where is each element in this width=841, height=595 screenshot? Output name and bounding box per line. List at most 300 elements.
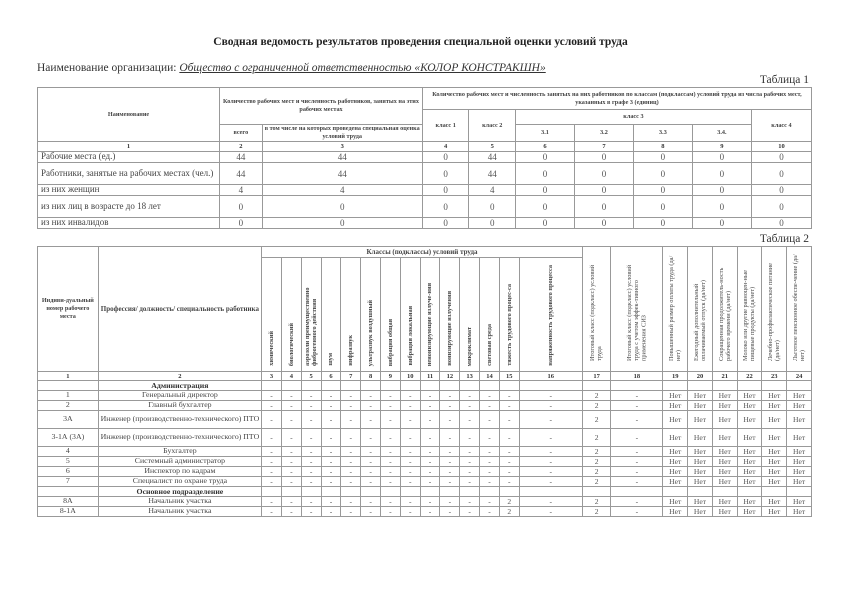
t1-cell: 4 — [469, 185, 516, 196]
t1-cell: 0 — [469, 196, 516, 218]
t2-cell: - — [341, 429, 361, 447]
t2-cell: 2 — [582, 429, 610, 447]
t2-cell: - — [321, 467, 341, 477]
t2-cell: Нет — [737, 467, 762, 477]
t2-cell: Нет — [787, 429, 812, 447]
t2-cell: - — [440, 467, 460, 477]
t1-column-number: 9 — [692, 142, 751, 152]
t2-workplace-id: 2 — [38, 401, 99, 411]
t2-cell: Нет — [762, 467, 787, 477]
t2-cell: - — [519, 401, 582, 411]
t1-cell: 0 — [469, 218, 516, 229]
t2-header-factor-label: тяжесть трудового процес-са — [505, 284, 513, 366]
t2-cell: Нет — [737, 411, 762, 429]
t2-cell: - — [361, 497, 381, 507]
t2-column-number: 21 — [712, 372, 737, 381]
t2-header-extra-label: Молоко или другие равноцен-ные пищевые продукты (да/нет) — [742, 269, 757, 361]
t2-workplace-id: 8-1А — [38, 507, 99, 517]
t2-header-factor — [262, 258, 282, 372]
t2-cell: Нет — [737, 477, 762, 487]
t2-header-extra — [712, 247, 737, 372]
t2-cell: - — [400, 401, 420, 411]
t2-header-factor — [480, 258, 500, 372]
t2-cell: Нет — [712, 411, 737, 429]
t2-header-factor-label: напряженность трудового процесса — [547, 265, 555, 366]
t1-header-sub32: 3.2 — [574, 125, 633, 142]
t1-header-total: всего — [220, 125, 262, 142]
t2-column-number: 4 — [281, 372, 301, 381]
t2-cell: Нет — [787, 391, 812, 401]
t2-header-extra — [663, 247, 688, 372]
t2-cell: Нет — [787, 467, 812, 477]
t2-cell: - — [480, 401, 500, 411]
t1-cell: 0 — [422, 185, 469, 196]
t2-column-number: 15 — [499, 372, 519, 381]
t2-cell: - — [611, 477, 663, 487]
t2-cell: Нет — [762, 391, 787, 401]
organization-line — [37, 62, 546, 74]
t1-cell: 0 — [751, 163, 811, 185]
t2-cell: - — [400, 467, 420, 477]
t1-column-number: 3 — [262, 142, 422, 152]
t1-cell: 44 — [469, 152, 516, 163]
t1-header-class3: класс 3 — [516, 110, 752, 125]
t2-cell: - — [460, 477, 480, 487]
t2-cell: - — [440, 411, 460, 429]
t2-cell: Нет — [712, 401, 737, 411]
organization-name: Общество с ограниченной ответственностью «КОЛОР КОНСТРАКШН» — [179, 62, 546, 74]
t1-row-label: из них лиц в возрасте до 18 лет — [38, 196, 220, 218]
t2-cell: - — [400, 507, 420, 517]
t2-cell: - — [611, 497, 663, 507]
t2-cell: - — [420, 507, 440, 517]
t2-header-extra — [611, 247, 663, 372]
t2-column-number: 2 — [98, 372, 261, 381]
t2-cell: - — [262, 401, 282, 411]
t1-row-label: Рабочие места (ед.) — [38, 152, 220, 163]
t1-cell: 0 — [574, 185, 633, 196]
t2-profession-name: Инженер (производственно-технического) ПТО — [98, 411, 261, 429]
t1-cell: 0 — [574, 218, 633, 229]
t1-column-number: 8 — [633, 142, 692, 152]
t2-header-factor-label: вибрация локальная — [406, 306, 414, 366]
t2-header-profession: Профессия/ должность/ специальность работника — [98, 247, 261, 372]
t2-header-extra-label: Итоговый класс (подкласс) условий труда с учетом эффек-тивного применения СИЗ — [625, 264, 648, 361]
t2-cell: - — [420, 467, 440, 477]
t2-cell: Нет — [762, 401, 787, 411]
t2-cell: Нет — [688, 447, 713, 457]
t2-column-number: 3 — [262, 372, 282, 381]
t2-header-factor-label: неионизирующие излуче-ния — [426, 282, 434, 366]
t2-cell: Нет — [688, 457, 713, 467]
t2-cell: - — [301, 447, 321, 457]
t2-cell: - — [460, 467, 480, 477]
t2-cell: Нет — [787, 457, 812, 467]
t2-cell: - — [519, 447, 582, 457]
t2-column-number: 10 — [400, 372, 420, 381]
t2-column-number: 16 — [519, 372, 582, 381]
t2-column-number: 20 — [688, 372, 713, 381]
t2-cell: 2 — [582, 401, 610, 411]
t1-cell: 0 — [574, 163, 633, 185]
t2-header-factor-label: вибрация общая — [386, 318, 394, 366]
t2-row — [38, 457, 812, 467]
t2-cell: Нет — [663, 477, 688, 487]
t2-cell: Нет — [688, 401, 713, 411]
t2-cell: - — [281, 477, 301, 487]
t2-column-number: 9 — [381, 372, 401, 381]
t2-cell: - — [400, 477, 420, 487]
t1-row — [38, 185, 812, 196]
t2-header-extra-label: Сокращенная продолжитель-ность рабочего времени (да/нет) — [717, 267, 732, 361]
t2-cell: - — [321, 497, 341, 507]
t2-cell: 2 — [582, 477, 610, 487]
t2-cell: Нет — [737, 447, 762, 457]
t2-section-row — [38, 381, 812, 391]
t2-cell: - — [321, 447, 341, 457]
t2-cell: - — [321, 457, 341, 467]
t2-cell: - — [480, 447, 500, 457]
t2-cell: Нет — [712, 497, 737, 507]
t2-column-number: 8 — [361, 372, 381, 381]
t2-row — [38, 507, 812, 517]
t2-cell: - — [301, 401, 321, 411]
t1-header-class1: класс 1 — [422, 110, 469, 142]
t2-cell: - — [460, 391, 480, 401]
t2-cell: Нет — [688, 391, 713, 401]
t2-profession-name: Генеральный директор — [98, 391, 261, 401]
t1-cell: 0 — [422, 218, 469, 229]
t2-cell: 2 — [582, 457, 610, 467]
t1-cell: 0 — [516, 196, 575, 218]
t2-cell: - — [321, 429, 341, 447]
t2-cell: - — [381, 429, 401, 447]
t2-profession-name: Главный бухгалтер — [98, 401, 261, 411]
t2-header-factor — [460, 258, 480, 372]
t2-cell: - — [301, 497, 321, 507]
t2-cell: - — [262, 447, 282, 457]
t2-cell: 2 — [499, 507, 519, 517]
t2-profession-name: Начальник участка — [98, 507, 261, 517]
t2-cell: - — [341, 391, 361, 401]
t1-column-number: 10 — [751, 142, 811, 152]
t2-cell: - — [611, 429, 663, 447]
t2-cell: - — [301, 391, 321, 401]
t2-cell: - — [341, 411, 361, 429]
t2-cell: - — [400, 497, 420, 507]
t2-row — [38, 477, 812, 487]
t1-cell: 0 — [692, 218, 751, 229]
t1-cell: 0 — [633, 163, 692, 185]
t2-cell: Нет — [762, 457, 787, 467]
t2-cell: - — [611, 401, 663, 411]
t2-cell: - — [361, 391, 381, 401]
t2-workplace-id: 3А — [38, 411, 99, 429]
t2-header-extra — [762, 247, 787, 372]
t2-cell: - — [381, 467, 401, 477]
t1-row-label: Работники, занятые на рабочих местах (чел.) — [38, 163, 220, 185]
t2-header-factor — [281, 258, 301, 372]
t1-cell: 44 — [220, 152, 262, 163]
t2-cell: Нет — [688, 497, 713, 507]
t2-header-id: Индиви-дуальный номер рабочего места — [38, 247, 99, 372]
t2-cell: - — [381, 507, 401, 517]
t2-cell: - — [480, 457, 500, 467]
t2-cell: Нет — [762, 497, 787, 507]
t2-cell: Нет — [712, 429, 737, 447]
t2-workplace-id: 1 — [38, 391, 99, 401]
t1-cell: 4 — [262, 185, 422, 196]
t2-header-factor — [519, 258, 582, 372]
t2-header-factor — [420, 258, 440, 372]
t2-profession-name: Начальник участка — [98, 497, 261, 507]
t2-header-factor — [400, 258, 420, 372]
t2-cell: - — [281, 457, 301, 467]
t2-cell: - — [281, 507, 301, 517]
t1-cell: 0 — [516, 152, 575, 163]
t2-cell: Нет — [762, 429, 787, 447]
t1-cell: 0 — [633, 185, 692, 196]
t2-column-number: 7 — [341, 372, 361, 381]
t1-cell: 0 — [262, 218, 422, 229]
t1-cell: 0 — [262, 196, 422, 218]
t2-cell: - — [341, 401, 361, 411]
t2-workplace-id: 3-1А (3А) — [38, 429, 99, 447]
t2-cell: 2 — [582, 507, 610, 517]
t1-cell: 0 — [633, 218, 692, 229]
t2-cell: - — [281, 497, 301, 507]
t2-cell: - — [400, 457, 420, 467]
t2-cell: - — [361, 401, 381, 411]
t1-column-number: 2 — [220, 142, 262, 152]
t2-column-number: 1 — [38, 372, 99, 381]
t2-cell: 2 — [582, 447, 610, 457]
t2-cell: Нет — [737, 401, 762, 411]
t2-cell: - — [460, 507, 480, 517]
t2-header-extra — [582, 247, 610, 372]
t2-header-extra-label: Ежегодный дополнительный оплачиваемый отпуск (да/нет) — [692, 279, 707, 361]
t1-cell: 0 — [751, 218, 811, 229]
t2-cell: - — [341, 507, 361, 517]
t2-header-factor — [361, 258, 381, 372]
t2-cell: - — [460, 411, 480, 429]
t2-cell: - — [361, 447, 381, 457]
t2-column-number: 6 — [321, 372, 341, 381]
t2-cell: - — [611, 457, 663, 467]
t1-cell: 0 — [422, 196, 469, 218]
t2-cell: Нет — [663, 411, 688, 429]
t2-header-extra-label: Льготное пенсионное обеспе-чение (да/нет) — [791, 253, 807, 361]
t2-cell: - — [400, 429, 420, 447]
t2-cell: - — [361, 429, 381, 447]
t2-cell: - — [499, 429, 519, 447]
t1-cell: 44 — [469, 163, 516, 185]
t2-cell: - — [440, 477, 460, 487]
t2-cell: - — [321, 391, 341, 401]
t2-cell: - — [321, 507, 341, 517]
t2-header-factor-label: световая среда — [485, 324, 493, 366]
t2-cell: - — [301, 467, 321, 477]
t2-cell: - — [499, 391, 519, 401]
t2-cell: - — [262, 457, 282, 467]
t2-workplace-id: 7 — [38, 477, 99, 487]
t2-cell: - — [361, 477, 381, 487]
t2-cell: - — [440, 447, 460, 457]
t2-cell: - — [262, 507, 282, 517]
t1-cell: 0 — [751, 185, 811, 196]
t2-cell: - — [341, 467, 361, 477]
t1-cell: 0 — [516, 218, 575, 229]
t2-section-title: Администрация — [98, 381, 261, 391]
t2-header-factor — [301, 258, 321, 372]
t2-cell: - — [420, 391, 440, 401]
t1-row — [38, 196, 812, 218]
organization-label: Наименование организации: — [37, 62, 177, 74]
t2-cell: Нет — [787, 507, 812, 517]
t2-header-factor-label: ионизирующие излучения — [446, 291, 454, 366]
t2-cell: Нет — [663, 467, 688, 477]
t2-cell: - — [420, 447, 440, 457]
t1-cell: 0 — [751, 152, 811, 163]
t2-column-number: 23 — [762, 372, 787, 381]
t2-column-number: 18 — [611, 372, 663, 381]
t2-cell: - — [440, 457, 460, 467]
t2-column-number: 17 — [582, 372, 610, 381]
t2-cell: Нет — [663, 457, 688, 467]
t1-header-class4: класс 4 — [751, 110, 811, 142]
t2-cell: - — [460, 447, 480, 457]
t1-cell: 0 — [422, 152, 469, 163]
t2-column-number: 19 — [663, 372, 688, 381]
t1-row-label: из них инвалидов — [38, 218, 220, 229]
t2-header-extra-label: Итоговый класс (подкласс) условий труда — [589, 264, 604, 361]
t2-cell: - — [499, 447, 519, 457]
t2-header-factor — [440, 258, 460, 372]
t2-cell: - — [499, 401, 519, 411]
t1-header-sub31: 3.1 — [516, 125, 575, 142]
t1-header-sub33: 3.3 — [633, 125, 692, 142]
t2-cell: - — [440, 391, 460, 401]
t2-header-factor-label: ультразвук воздушный — [366, 299, 374, 366]
t2-cell: - — [460, 497, 480, 507]
t2-cell: - — [480, 507, 500, 517]
t2-cell: Нет — [663, 497, 688, 507]
t2-cell: - — [611, 467, 663, 477]
t2-cell: Нет — [712, 391, 737, 401]
t2-row — [38, 401, 812, 411]
t2-cell: - — [281, 391, 301, 401]
t2-cell: Нет — [688, 429, 713, 447]
t2-cell: Нет — [688, 507, 713, 517]
t2-cell: Нет — [762, 447, 787, 457]
t2-cell: - — [611, 391, 663, 401]
t2-cell: - — [480, 411, 500, 429]
t2-cell: - — [499, 477, 519, 487]
t1-cell: 0 — [422, 163, 469, 185]
t2-header-factor-label: инфразвук — [347, 335, 355, 366]
t2-cell: Нет — [663, 447, 688, 457]
t1-row — [38, 163, 812, 185]
t2-cell: - — [381, 497, 401, 507]
t2-cell: - — [281, 401, 301, 411]
t2-cell: - — [519, 467, 582, 477]
document-title: Сводная ведомость результатов проведения специальной оценки условий труда — [213, 36, 628, 48]
t2-profession-name: Инспектор по кадрам — [98, 467, 261, 477]
t1-header-name: Наименование — [38, 88, 220, 142]
t1-cell: 0 — [574, 196, 633, 218]
t1-cell: 44 — [262, 163, 422, 185]
t2-cell: 2 — [582, 411, 610, 429]
t2-profession-name: Системный администратор — [98, 457, 261, 467]
t2-cell: 2 — [582, 497, 610, 507]
t2-cell: - — [301, 507, 321, 517]
t2-column-number: 13 — [460, 372, 480, 381]
t2-cell: Нет — [762, 477, 787, 487]
t2-column-numbers-row — [38, 372, 812, 381]
t2-cell: - — [519, 391, 582, 401]
t2-cell: - — [519, 477, 582, 487]
t2-cell: Нет — [787, 497, 812, 507]
t1-cell: 0 — [692, 163, 751, 185]
t1-column-number: 5 — [469, 142, 516, 152]
t2-cell: Нет — [737, 497, 762, 507]
t2-section-row — [38, 487, 812, 497]
t1-row-label: из них женщин — [38, 185, 220, 196]
t2-workplace-id: 4 — [38, 447, 99, 457]
t2-cell: - — [262, 467, 282, 477]
t2-header-factor-label: биологический — [287, 322, 295, 366]
t2-cell: - — [381, 457, 401, 467]
t2-cell: - — [400, 447, 420, 457]
t1-cell: 0 — [633, 196, 692, 218]
t1-column-number: 7 — [574, 142, 633, 152]
t2-cell: - — [361, 467, 381, 477]
t2-header-factor — [499, 258, 519, 372]
t2-cell: - — [480, 467, 500, 477]
t2-cell: - — [420, 429, 440, 447]
t2-cell: - — [301, 457, 321, 467]
t2-header-factor-label: микроклимат — [466, 326, 474, 366]
t2-cell: - — [519, 507, 582, 517]
t2-header-classes-group: Классы (подклассы) условий труда — [262, 247, 583, 258]
t1-column-number: 6 — [516, 142, 575, 152]
t2-cell: - — [499, 411, 519, 429]
t1-row — [38, 218, 812, 229]
t2-workplace-id: 8А — [38, 497, 99, 507]
t1-cell: 0 — [692, 185, 751, 196]
t1-row — [38, 152, 812, 163]
t2-cell: - — [301, 429, 321, 447]
t2-cell: Нет — [663, 507, 688, 517]
t2-cell: Нет — [787, 411, 812, 429]
t2-cell: - — [499, 467, 519, 477]
t2-cell: Нет — [787, 447, 812, 457]
t2-cell: - — [281, 429, 301, 447]
t2-cell: Нет — [762, 507, 787, 517]
t2-cell: - — [262, 497, 282, 507]
t2-cell: Нет — [712, 477, 737, 487]
t2-cell: Нет — [663, 401, 688, 411]
t2-cell: Нет — [688, 411, 713, 429]
t2-cell: Нет — [663, 429, 688, 447]
t2-cell: - — [460, 401, 480, 411]
t2-cell: - — [281, 411, 301, 429]
t2-cell: - — [321, 477, 341, 487]
t2-cell: Нет — [712, 467, 737, 477]
t2-column-number: 5 — [301, 372, 321, 381]
t1-cell: 0 — [220, 196, 262, 218]
t2-row — [38, 447, 812, 457]
